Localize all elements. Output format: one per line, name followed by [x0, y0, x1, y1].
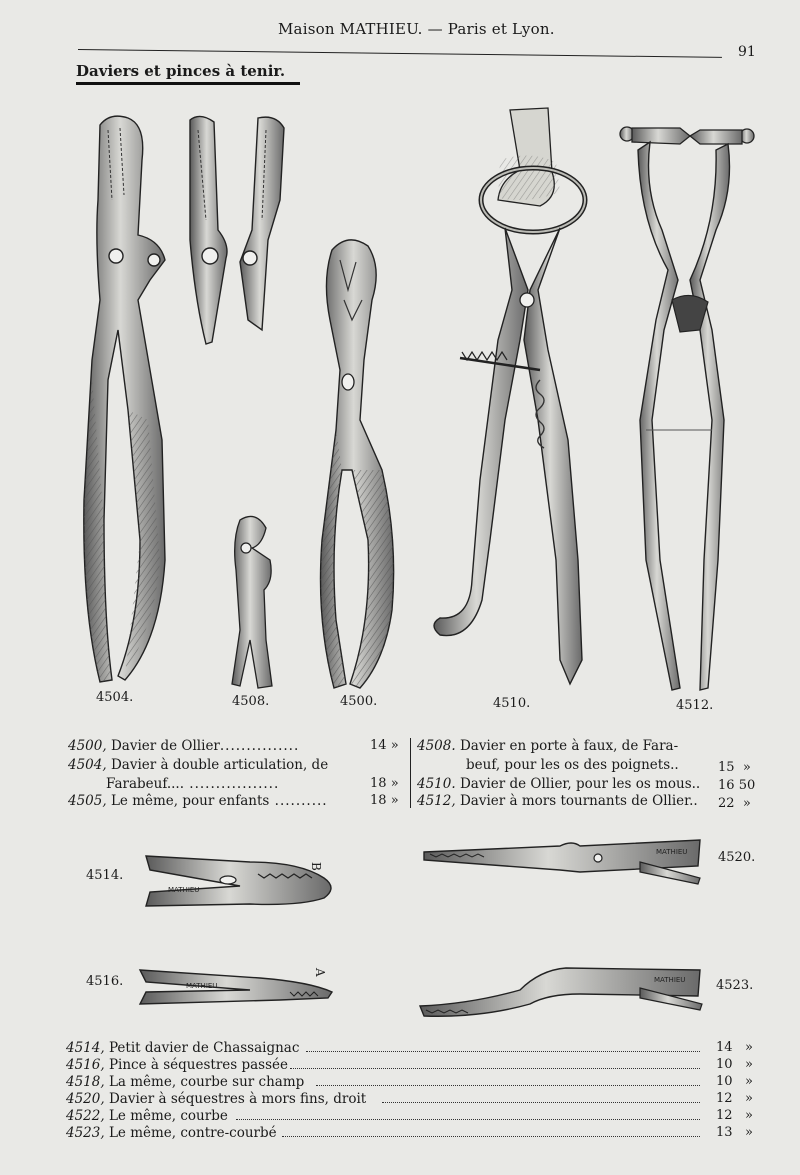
dot-leader — [236, 1119, 700, 1120]
catalog-left-row: Farabeuf.... ................. — [106, 776, 280, 792]
dot-leader — [282, 1136, 700, 1137]
catalog-bottom-price: 10 » — [716, 1057, 753, 1072]
page-header-title: Maison MATHIEU. — Paris et Lyon. — [278, 20, 555, 38]
fig-label-4508: 4508. — [232, 694, 270, 709]
catalog-bottom-price: 12 » — [716, 1108, 753, 1123]
catalog-right-row: beuf, pour les os des poignets.. — [466, 757, 679, 773]
dot-leader — [306, 1051, 700, 1052]
figure-4512-forceps — [620, 127, 754, 690]
catalog-bottom-price: 12 » — [716, 1091, 753, 1106]
catalog-right-row: 4508. Davier en porte à faux, de Fara- — [417, 738, 679, 754]
figure-4523-forceps — [420, 968, 702, 1016]
figure-4510-forceps — [434, 108, 585, 684]
catalog-bottom-row: 4523, Le même, contre-courbé — [66, 1125, 277, 1141]
figure-4516-forceps — [140, 967, 332, 1004]
catalog-bottom-row: 4518, La même, courbe sur champ — [66, 1074, 305, 1090]
letter-b: B — [309, 862, 323, 871]
catalog-bottom-price: 14 » — [716, 1040, 753, 1055]
engraving-4520: MATHIEU — [656, 848, 688, 856]
fig-label-4500: 4500. — [340, 694, 378, 709]
page-number: 91 — [738, 44, 756, 60]
fig-label-4512: 4512. — [676, 698, 714, 713]
catalog-bottom-row: 4516, Pince à séquestres passée — [66, 1057, 289, 1073]
catalog-bottom-row: 4514, Petit davier de Chassaignac — [66, 1040, 300, 1056]
catalog-bottom-price: 10 » — [716, 1074, 753, 1089]
catalog-left-row: 4500, Davier de Ollier............... — [68, 738, 300, 754]
catalog-left-row: 4505, Le même, pour enfants .......... — [68, 793, 328, 809]
figure-4504-forceps — [84, 116, 165, 682]
catalog-right-price: 16 50 — [718, 778, 756, 793]
fig-label-4510: 4510. — [493, 696, 531, 711]
engraving-4516: MATHIEU — [186, 982, 218, 990]
engraving-4514: MATHIEU — [168, 886, 200, 894]
catalog-left-price: 14 » — [370, 738, 399, 753]
figure-4500-forceps — [321, 240, 394, 688]
fig-label-4520: 4520. — [718, 850, 756, 865]
figure-4508-jaws — [190, 116, 284, 344]
section-title: Daviers et pinces à tenir. — [76, 62, 286, 80]
fig-label-4504: 4504. — [96, 690, 134, 705]
catalog-right-row: 4512, Davier à mors tournants de Ollier.. — [417, 793, 698, 809]
catalog-right-price: 22 » — [718, 796, 751, 811]
catalog-bottom-price: 13 » — [716, 1125, 753, 1140]
letter-a: A — [313, 968, 327, 977]
catalog-bottom-row: 4522, Le même, courbe — [66, 1108, 228, 1124]
catalog-left-price: 18 » — [370, 776, 399, 791]
column-separator — [410, 738, 411, 808]
fig-label-4514: 4514. — [86, 868, 124, 883]
engraving-4523: MATHIEU — [654, 976, 686, 984]
catalog-left-price: 18 » — [370, 793, 399, 808]
dot-leader — [290, 1068, 700, 1069]
fig-label-4516: 4516. — [86, 974, 124, 989]
dot-leader — [382, 1102, 700, 1103]
dot-leader — [316, 1085, 700, 1086]
figure-4514-forceps — [146, 856, 331, 906]
catalog-left-row: 4504, Davier à double articulation, de — [68, 757, 329, 773]
figure-4508-small-forceps — [232, 516, 272, 688]
fig-label-4523: 4523. — [716, 978, 754, 993]
catalog-bottom-row: 4520, Davier à séquestres à mors fins, droit — [66, 1091, 367, 1107]
catalog-right-price: 15 » — [718, 760, 751, 775]
figure-4520-forceps — [424, 840, 700, 884]
catalog-right-row: 4510. Davier de Ollier, pour les os mous.. — [417, 776, 701, 792]
